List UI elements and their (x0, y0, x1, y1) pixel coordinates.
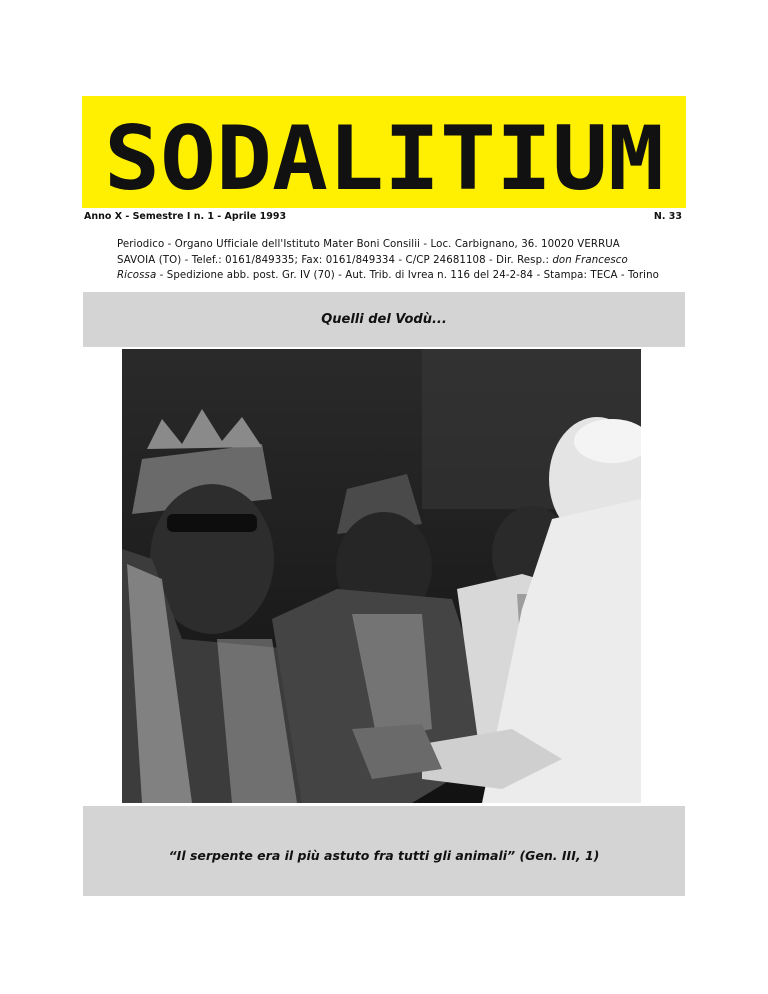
colophon-director-surname: Ricossa (117, 270, 157, 281)
cover-photo (122, 349, 641, 803)
colophon-line-2 (117, 253, 657, 269)
photograph-icon (122, 349, 641, 803)
masthead-title: SODALITIUM (104, 107, 664, 208)
issue-info: Anno X - Semestre I n. 1 - Aprile 1993 (84, 211, 287, 222)
colophon-line-2-text: SAVOIA (TO) - Telef.: 0161/849335; Fax: 0161/849334 - C/CP 24681108 - Dir. Resp.: (117, 254, 553, 266)
issue-row (84, 211, 684, 227)
colophon-line-3 (117, 268, 657, 284)
colophon-line-1: Periodico - Organo Ufficiale dell'Istituto Mater Boni Consilii - Loc. Carbignano, 36. 10020 VERRUA (117, 239, 620, 250)
issue-number: N. 33 (653, 211, 682, 222)
colophon-director-name: don Francesco (552, 254, 628, 266)
caption: “Il serpente era il più astuto fra tutti gli animali” (Gen. III, 1) (168, 848, 600, 863)
headline: Quelli del Vodù... (321, 312, 447, 327)
masthead-logo (82, 96, 686, 208)
colophon (117, 237, 657, 284)
headline-banner (83, 292, 685, 347)
caption-banner (83, 806, 685, 896)
masthead (82, 96, 686, 208)
colophon-line-3-text: - Spedizione abb. post. Gr. IV (70) - Aut. Trib. di Ivrea n. 116 del 24-2-84 - Stampa: TECA - Torino (156, 270, 659, 281)
